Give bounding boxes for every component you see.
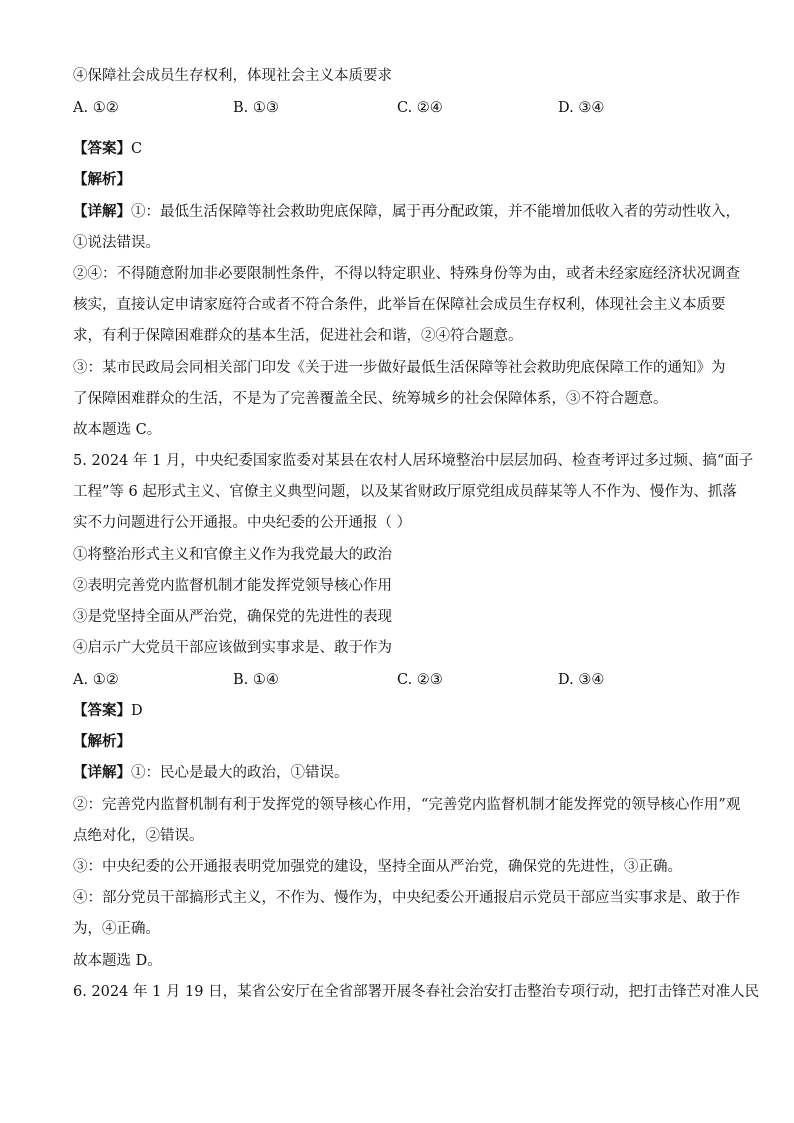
- q5-item-1: ①将整治形式主义和官僚主义作为我党最大的政治: [73, 547, 392, 563]
- q4-analysis-label: 【解析】: [73, 171, 131, 188]
- answer-value: D: [131, 703, 143, 719]
- q5-analysis-label: 【解析】: [73, 733, 131, 750]
- q4-option-d: D. ③④: [558, 100, 605, 116]
- q5-stem-line: 5. 2024 年 1 月，中央纪委国家监委对某县在农村人居环境整治中层层加码、检查考评过多过频、搞“面子: [73, 453, 754, 469]
- q4-detail-line: 了保障困难群众的生活，不是为了完善覆盖全民、统筹城乡的社会保障体系，③不符合题意。: [73, 391, 668, 407]
- q5-option-c: C. ②③: [397, 672, 443, 688]
- q4-options: [73, 98, 723, 118]
- q5-detail-line: ②：完善党内监督机制有利于发挥党的领导核心作用，“完善党内监督机制才能发挥党的领导核心作用”观: [73, 797, 741, 813]
- q4-detail-line: 求，有利于保障困难群众的基本生活，促进社会和谐，②④符合题意。: [73, 328, 523, 344]
- q5-item-3: ③是党坚持全面从严治党，确保党的先进性的表现: [73, 609, 392, 625]
- detail-text: ①：民心是最大的政治，①错误。: [131, 765, 349, 781]
- q4-detail-line: ③：某市民政局会同相关部门印发《关于进一步做好最低生活保障等社会救助兜底保障工作的通知》为: [73, 360, 726, 376]
- answer-label: 【答案】: [73, 140, 131, 157]
- q5-detail-line: [73, 763, 723, 783]
- q4-conclusion: 故本题选 C。: [73, 422, 162, 438]
- detail-text: ①：最低生活保障等社会救助兜底保障，属于再分配政策，并不能增加低收入者的劳动性收入，: [131, 204, 740, 220]
- q5-option-a: A. ①②: [73, 672, 119, 688]
- q5-options: [73, 670, 723, 690]
- q5-conclusion: 故本题选 D。: [73, 953, 162, 969]
- q4-detail-line: [73, 202, 740, 222]
- q4-detail-line: 核实，直接认定申请家庭符合或者不符合条件，此举旨在保障社会成员生存权利，体现社会主义本质要: [73, 297, 726, 313]
- q5-option-b: B. ①④: [233, 672, 279, 688]
- q4-option-b: B. ①③: [233, 100, 279, 116]
- q4-item-4: ④保障社会成员生存权利，体现社会主义本质要求: [73, 68, 392, 84]
- q4-option-c: C. ②④: [397, 100, 443, 116]
- q6-stem-line: 6. 2024 年 1 月 19 日，某省公安厅在全省部署开展冬春社会治安打击整治专项行动，把打击锋芒对准人民: [73, 984, 760, 1000]
- q4-answer: [73, 139, 723, 159]
- q5-option-d: D. ③④: [558, 672, 605, 688]
- q4-option-a: A. ①②: [73, 100, 119, 116]
- q5-detail-line: 点绝对化，②错误。: [73, 828, 204, 844]
- q5-detail-line: 为，④正确。: [73, 921, 160, 937]
- detail-label: 【详解】: [73, 764, 131, 781]
- q5-stem-line: 实不力问题进行公开通报。中央纪委的公开通报（ ）: [73, 515, 412, 531]
- q5-detail-line: ③：中央纪委的公开通报表明党加强党的建设，坚持全面从严治党，确保党的先进性，③正确。: [73, 859, 682, 875]
- q5-answer: [73, 701, 723, 721]
- answer-value: C: [131, 141, 143, 157]
- q4-detail-line: ①说法错误。: [73, 235, 160, 251]
- detail-label: 【详解】: [73, 203, 131, 220]
- q5-item-4: ④启示广大党员干部应该做到实事求是、敢于作为: [73, 640, 392, 656]
- q5-detail-line: ④：部分党员干部搞形式主义，不作为、慢作为，中央纪委公开通报启示党员干部应当实事求是、敢于作: [73, 890, 740, 906]
- q4-detail-line: ②④：不得随意附加非必要限制性条件，不得以特定职业、特殊身份等为由，或者未经家庭经济状况调查: [73, 266, 740, 282]
- q5-stem-line: 工程”等 6 起形式主义、官僚主义典型问题，以及某省财政厅原党组成员薛某等人不作为、慢作为、抓落: [73, 484, 737, 500]
- answer-label: 【答案】: [73, 702, 131, 719]
- q5-item-2: ②表明完善党内监督机制才能发挥党领导核心作用: [73, 578, 392, 594]
